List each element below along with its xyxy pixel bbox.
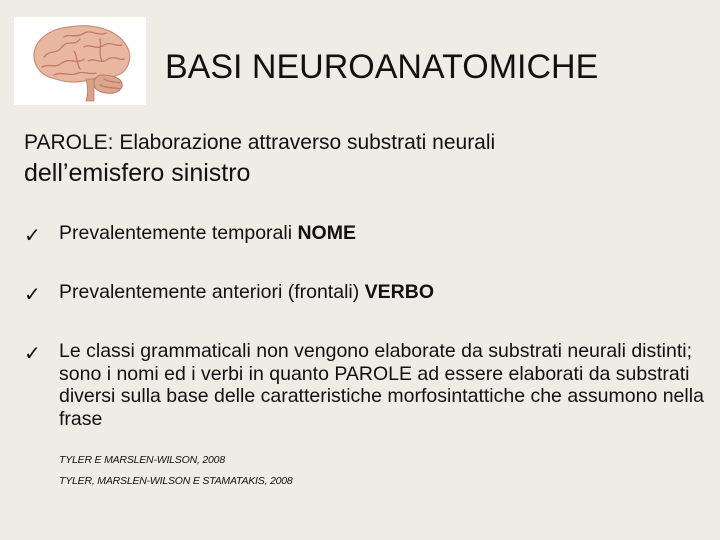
reference-item: TYLER E MARSLEN-WILSON, 2008 [59,454,225,466]
brain-image [14,17,146,105]
checkmark-icon: ✓ [24,282,41,306]
intro-line-1 [24,129,704,157]
bullet-text: Prevalentemente anteriori (frontali) VERBO [59,281,434,303]
page-title: BASI NEUROANATOMICHE [165,48,599,86]
bullet-text: Le classi grammaticali non vengono elaborate da substrati neurali distinti; sono i nomi ed i verbi in quanto PAROLE ad essere elaborati da substrati diversi sulla base delle caratteristiche morfosintattiche che assumono nella frase [59,340,704,430]
bullet-text: Prevalentemente temporali NOME [59,222,356,244]
intro-line-2: dell’emisfero sinistro [24,159,251,187]
intro-text [24,129,704,189]
references [59,450,293,492]
reference-item: TYLER, MARSLEN-WILSON E STAMATAKIS, 2008 [59,475,293,487]
bullet-keyword: NOME [297,222,356,244]
brain-icon [14,17,146,105]
checkmark-icon: ✓ [24,341,41,365]
intro-term: PAROLE [24,131,108,154]
checkmark-icon: ✓ [24,223,41,247]
intro-description: : Elaborazione attraverso substrati neurali [107,131,496,154]
bullet-keyword: VERBO [364,281,434,303]
